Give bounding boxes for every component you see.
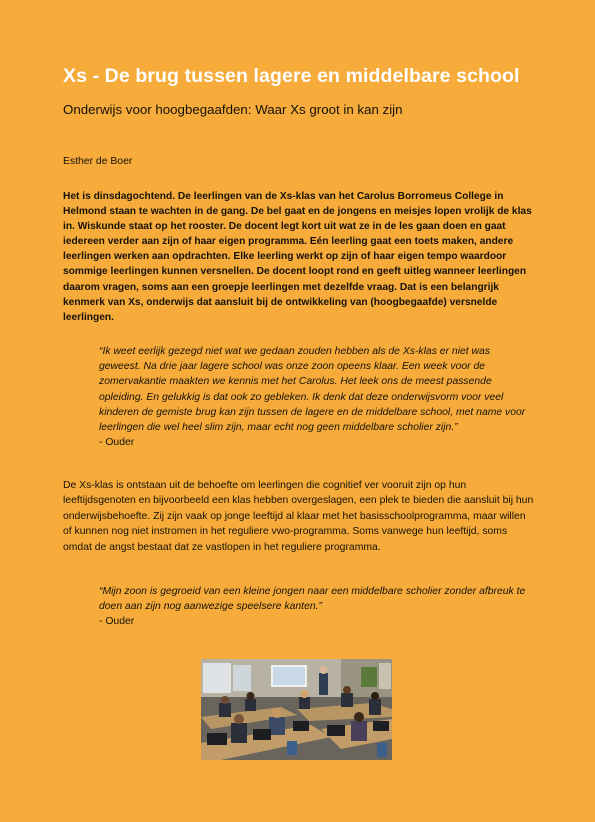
parent-quote-1 bbox=[99, 344, 529, 450]
quote-attribution: - Ouder bbox=[99, 616, 135, 628]
classroom-photo bbox=[201, 659, 392, 760]
quote-attribution: - Ouder bbox=[99, 437, 135, 449]
article-subtitle: Onderwijs voor hoogbegaafden: Waar Xs groot in kan zijn bbox=[63, 102, 403, 117]
classroom-photo-illustration bbox=[201, 659, 392, 760]
intro-paragraph: Het is dinsdagochtend. De leerlingen van de Xs-klas van het Carolus Borromeus College in Helmond staan te wachten in de gang. De bel gaat en de jongens en meisjes lopen vrolijk de klas in. Wiskunde staat op het rooster. De docent legt kort uit wat ze in de les gaan doen en gaat iedereen verder aan zijn of haar eigen programma. Eén leerling gaat een toets maken, andere leerlingen werken aan opdrachten. Elke leerling werkt op zijn of haar eigen tempo waardoor sommige leerlingen kunnen versnellen. De docent loopt rond en geeft uitleg wanneer leerlingen daarom vragen, soms aan een groepje leerlingen met dezelfde vraag. Dat is een belangrijk kenmerk van Xs, onderwijs dat aansluit bij de ontwikkeling van (hoogbegaafde) versnelde leerlingen. bbox=[63, 191, 532, 323]
article-title: Xs - De brug tussen lagere en middelbare school bbox=[63, 65, 520, 87]
body-paragraph: De Xs-klas is ontstaan uit de behoefte om leerlingen die cognitief ver vooruit zijn op hun leeftijdsgenoten en bijvoorbeeld een klas hebben overgeslagen, een plek te bieden die aansluit bij hun onderwijsbehoefte. Zij zijn vaak op jonge leeftijd al klaar met het basisschoolprogramma, maar willen of kunnen nog niet instromen in het reguliere vwo-programma. Soms vanwege hun leeftijd, soms omdat de angst bestaat dat ze vastlopen in het reguliere programma. bbox=[63, 480, 534, 553]
parent-quote-2 bbox=[99, 584, 529, 630]
article-author: Esther de Boer bbox=[63, 156, 133, 167]
quote-text: “Ik weet eerlijk gezegd niet wat we gedaan zouden hebben als de Xs-klas er niet was geweest. Na drie jaar lagere school was onze zoon opeens klaar. Een week voor de zomervakantie maakten we kennis met het Carolus. Het leek ons de meest passende opleiding. En gelukkig is dat ook zo gebleken. Ik denk dat deze onderwijsvorm voor veel kinderen de gemiste brug kan zijn tussen de lagere en de middelbare school, met name voor leerlingen die wel heel slim zijn, maar echt nog geen middelbare scholier zijn.” bbox=[99, 346, 526, 434]
quote-text: “Mijn zoon is gegroeid van een kleine jongen naar een middelbare scholier zonder afbreuk te doen aan zijn nog aanwezige speelsere kanten.” bbox=[99, 586, 526, 613]
